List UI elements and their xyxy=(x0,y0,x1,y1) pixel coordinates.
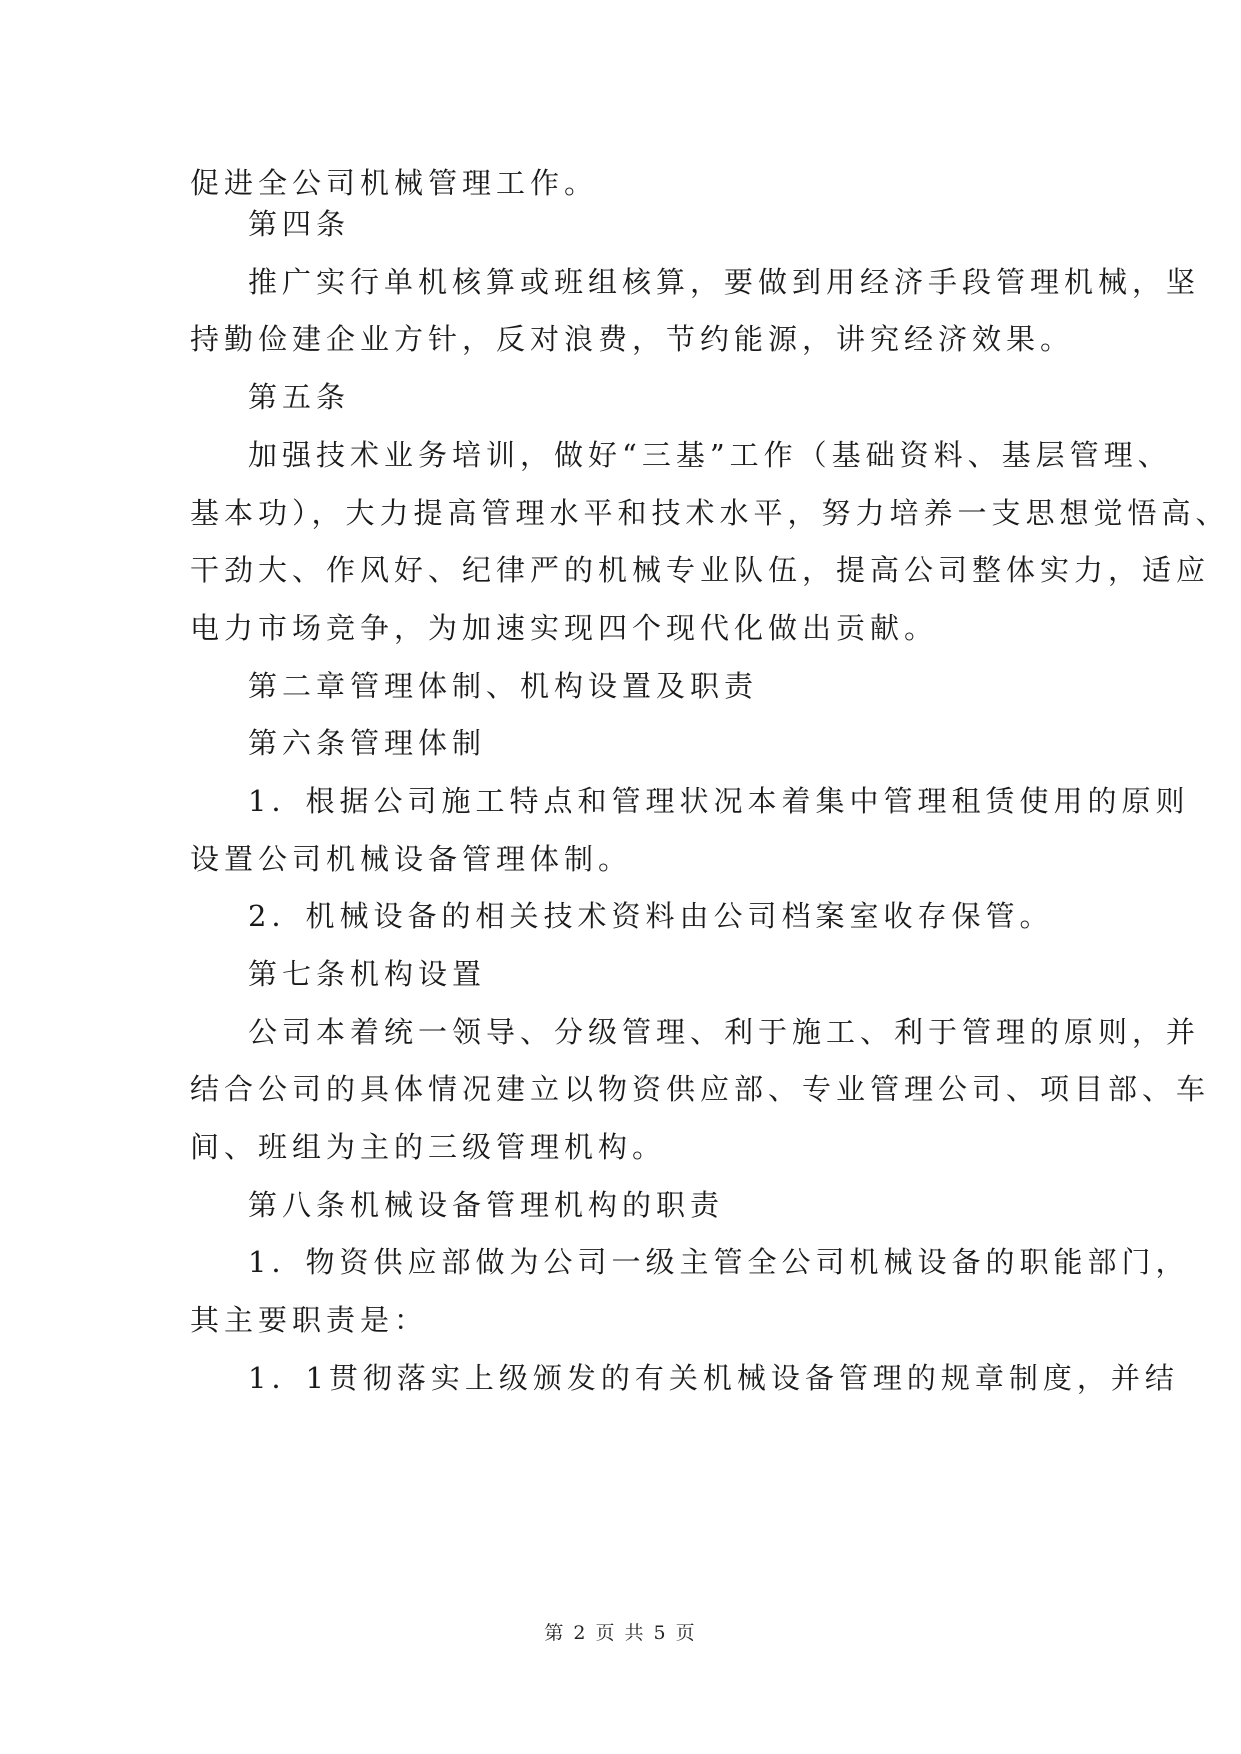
article-heading: 第六条管理体制 xyxy=(248,726,487,760)
text-line: 促进全公司机械管理工作。 xyxy=(190,166,599,200)
chapter-heading: 第二章管理体制、机构设置及职责 xyxy=(248,669,759,703)
article-heading: 第七条机构设置 xyxy=(248,957,487,991)
text-line: 间、班组为主的三级管理机构。 xyxy=(190,1130,667,1164)
text-line: 电力市场竞争，为加速实现四个现代化做出贡献。 xyxy=(190,611,939,645)
text-line: 基本功），大力提高管理水平和技术水平，努力培养一支思想觉悟高、 xyxy=(190,496,1230,530)
text-line: 干劲大、作风好、纪律严的机械专业队伍，提高公司整体实力，适应 xyxy=(190,553,1211,587)
text-line: 结合公司的具体情况建立以物资供应部、专业管理公司、项目部、车 xyxy=(190,1072,1211,1106)
text-line: 其主要职责是： xyxy=(190,1303,429,1337)
text-line: 加强技术业务培训，做好“三基”工作（基础资料、基层管理、 xyxy=(248,438,1172,472)
text-line: 持勤俭建企业方针，反对浪费，节约能源，讲究经济效果。 xyxy=(190,322,1075,356)
text-line: 公司本着统一领导、分级管理、利于施工、利于管理的原则，并 xyxy=(248,1015,1201,1049)
page-number: 第 2 页 共 5 页 xyxy=(544,1622,697,1644)
article-heading: 第四条 xyxy=(248,207,351,241)
text-line: 1．根据公司施工特点和管理状况本着集中管理租赁使用的原则 xyxy=(248,784,1190,818)
text-line: 设置公司机械设备管理体制。 xyxy=(190,842,633,876)
text-line: 推广实行单机核算或班组核算，要做到用经济手段管理机械，坚 xyxy=(248,265,1201,299)
text-line: 1．物资供应部做为公司一级主管全公司机械设备的职能部门， xyxy=(248,1245,1190,1279)
article-heading: 第八条机械设备管理机构的职责 xyxy=(248,1188,725,1222)
article-heading: 第五条 xyxy=(248,380,351,414)
text-line: 2．机械设备的相关技术资料由公司档案室收存保管。 xyxy=(248,899,1054,933)
text-line: 1．1贯彻落实上级颁发的有关机械设备管理的规章制度，并结 xyxy=(248,1361,1179,1395)
